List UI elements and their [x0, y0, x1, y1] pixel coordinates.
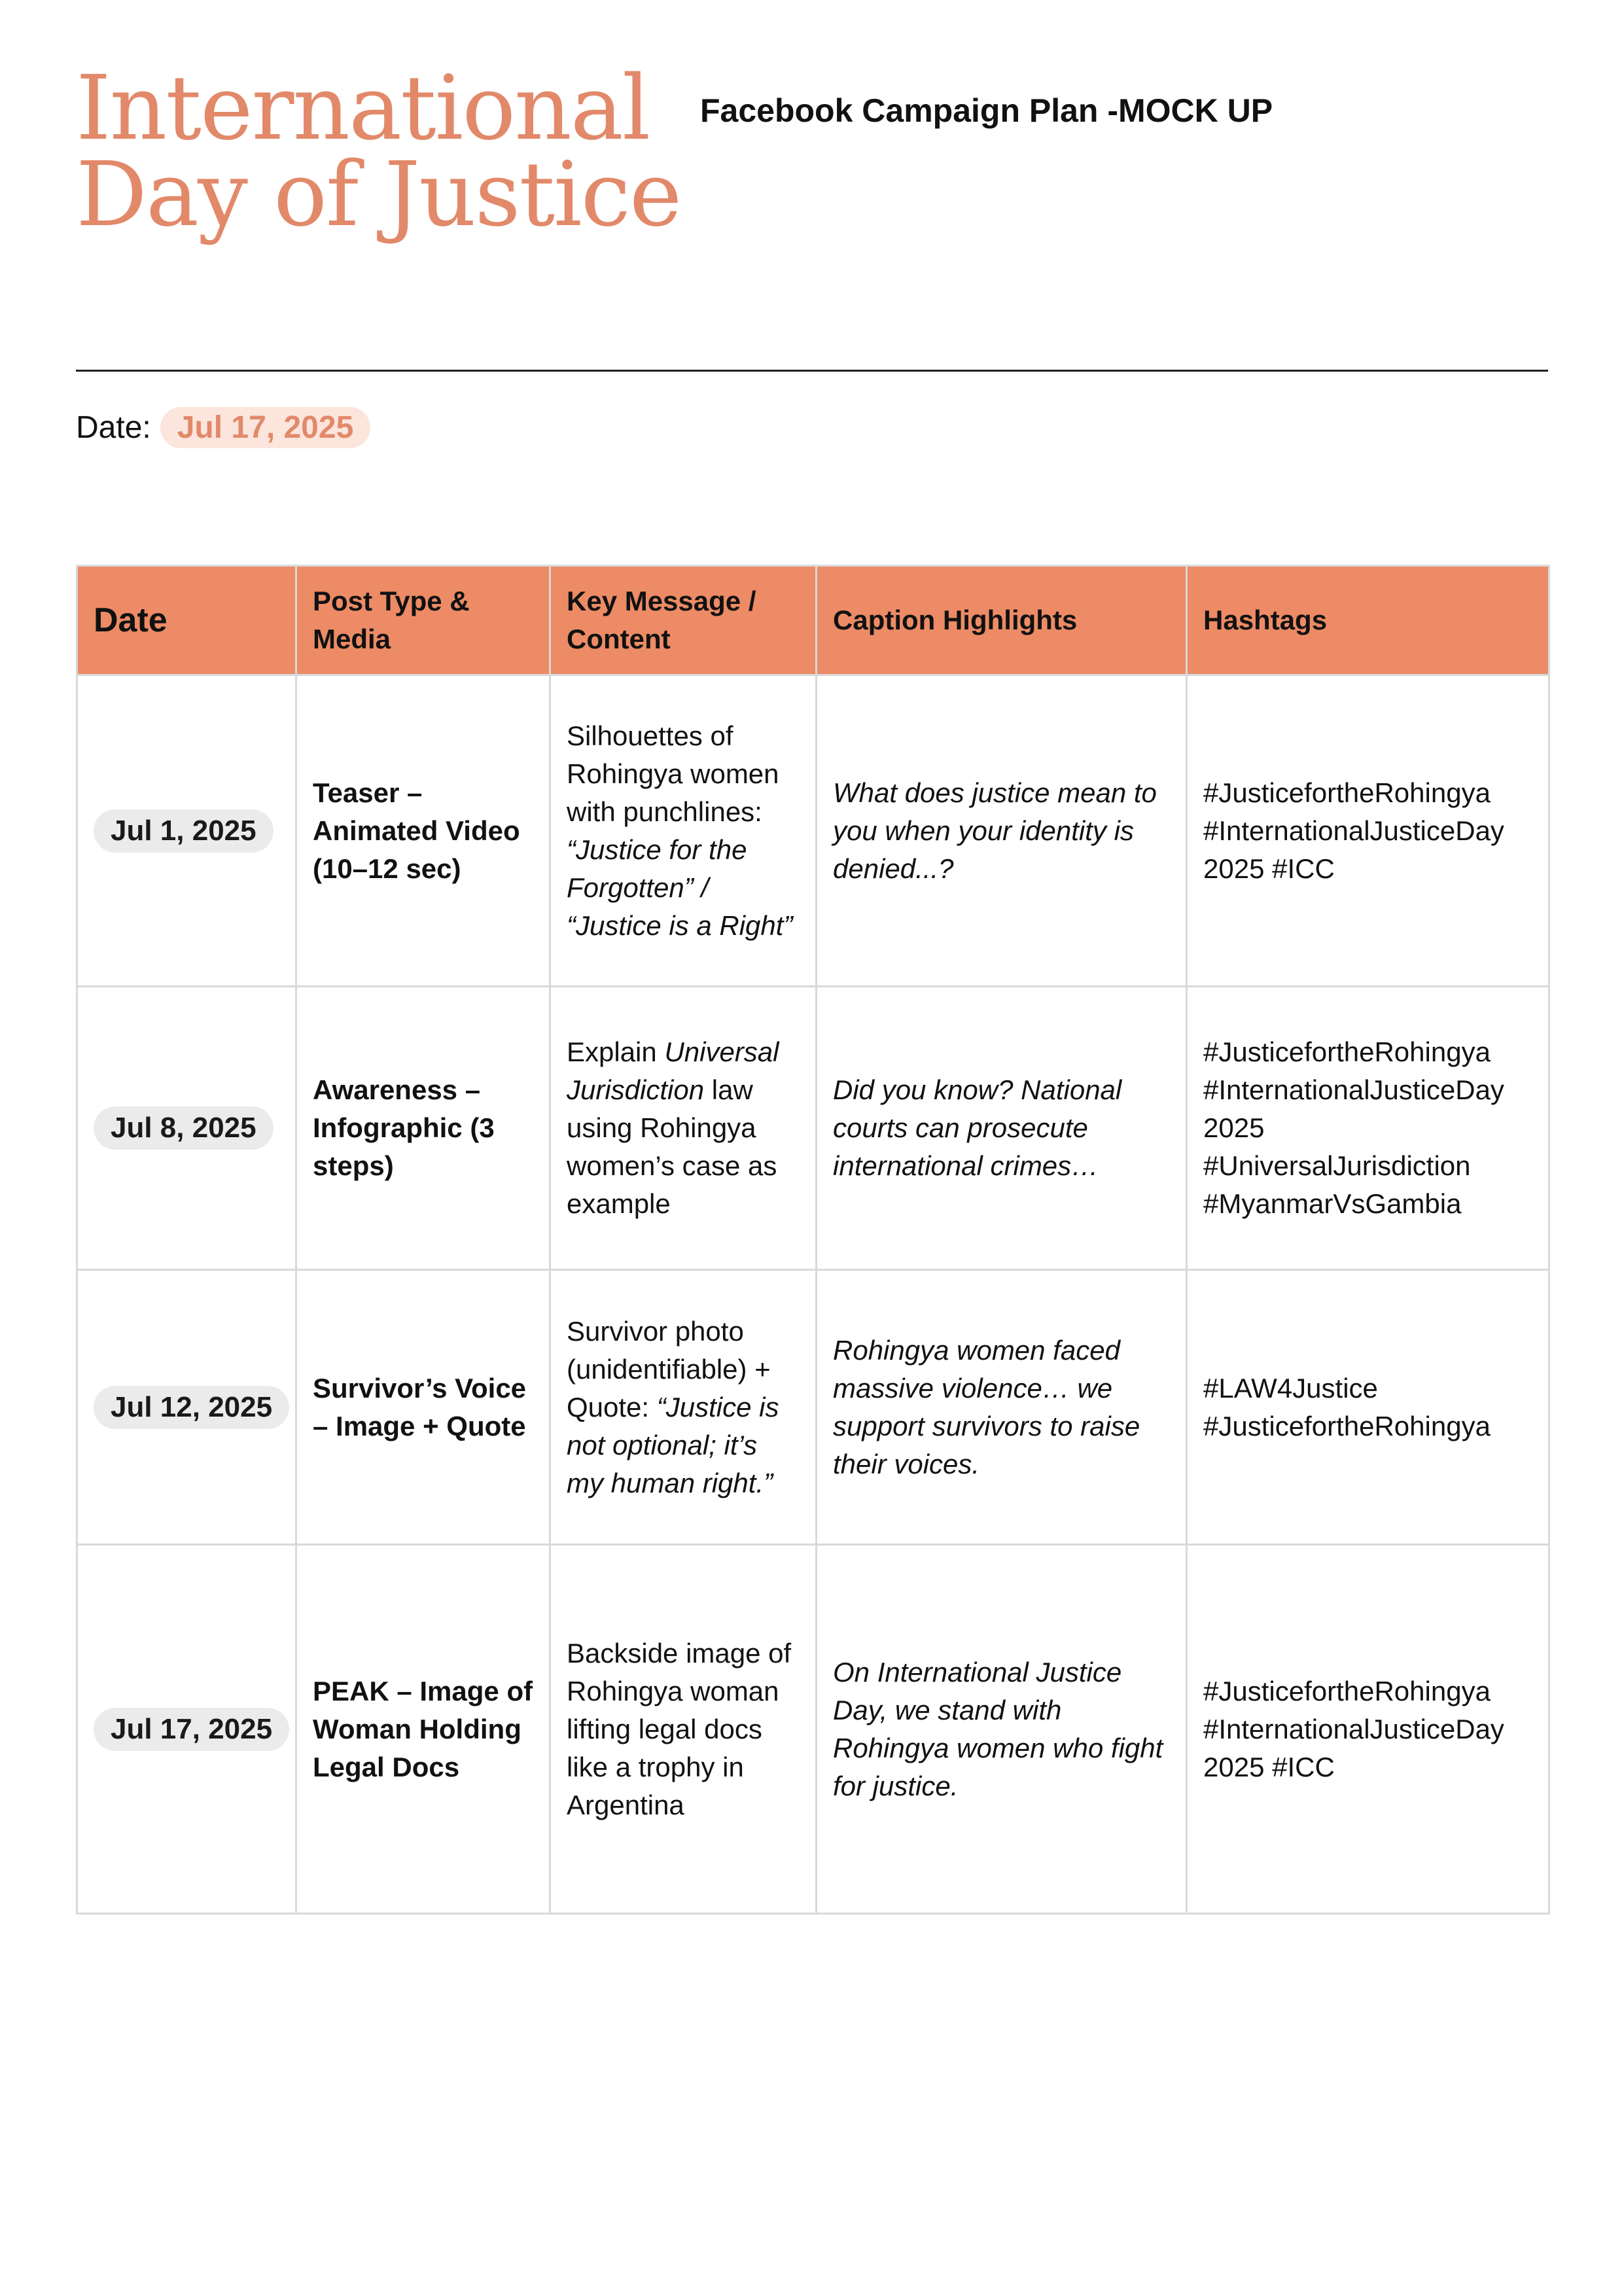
key-message-term: Universal Jurisdiction [567, 1036, 779, 1105]
caption-cell: What does justice mean to you when your identity is denied...? [817, 675, 1187, 987]
hashtags-cell [1187, 1545, 1549, 1914]
date-row [76, 404, 370, 450]
hashtag[interactable]: #JusticefortheRohingya [1203, 1036, 1491, 1067]
hashtag[interactable]: #InternationalJusticeDay 2025 [1203, 1074, 1504, 1143]
hashtag[interactable]: #LAW4Justice [1203, 1372, 1378, 1404]
date-chip[interactable]: Jul 12, 2025 [94, 1386, 289, 1429]
hashtag[interactable]: #UniversalJurisdiction [1203, 1150, 1471, 1181]
post-type-cell: Awareness – Infographic (3 steps) [296, 987, 550, 1270]
key-message-cell: Backside image of Rohingya woman lifting legal docs like a trophy in Argentina [550, 1545, 817, 1914]
hashtag[interactable]: #InternationalJusticeDay 2025 #ICC [1203, 815, 1504, 884]
post-type-cell: Teaser – Animated Video (10–12 sec) [296, 675, 550, 987]
caption-cell: Did you know? National courts can prosecute international crimes… [817, 987, 1187, 1270]
key-message-text: Silhouettes of Rohingya women with punchlines: [567, 720, 779, 827]
hashtags-cell [1187, 675, 1549, 987]
hashtag[interactable]: #JusticefortheRohingya [1203, 1675, 1491, 1706]
hashtag[interactable]: #JusticefortheRohingya [1203, 1410, 1491, 1441]
hashtags-cell [1187, 987, 1549, 1270]
key-message-text: Explain [567, 1036, 657, 1067]
key-message-text: Survivor photo (unidentifiable) + Quote: [567, 1315, 771, 1422]
header-post-type: Post Type & Media [296, 566, 550, 675]
date-cell [77, 1545, 296, 1914]
header-date: Date [77, 566, 296, 675]
date-cell [77, 1270, 296, 1545]
hashtags-cell [1187, 1270, 1549, 1545]
title-line-1: International [76, 57, 650, 160]
table-row [77, 987, 1549, 1270]
title-line-2: Day of Justice [76, 143, 681, 247]
table-row [77, 1270, 1549, 1545]
key-message-quote: “Justice is not optional; it’s my human right.” [567, 1391, 779, 1498]
hashtag[interactable]: #JusticefortheRohingya [1203, 777, 1491, 808]
key-message-cell [550, 987, 817, 1270]
post-type-cell: PEAK – Image of Woman Holding Legal Docs [296, 1545, 550, 1914]
header-caption: Caption Highlights [817, 566, 1187, 675]
hashtag[interactable]: #InternationalJusticeDay 2025 #ICC [1203, 1713, 1504, 1782]
date-cell [77, 675, 296, 987]
key-message-text: law using Rohingya women’s case as example [567, 1074, 777, 1219]
hashtag[interactable]: #MyanmarVsGambia [1203, 1188, 1462, 1219]
key-message-quote: “Justice for the Forgotten” / “Justice is a Right” [567, 834, 793, 941]
campaign-table [76, 565, 1550, 1915]
document-title [76, 57, 681, 247]
caption-cell: Rohingya women faced massive violence… we support survivors to raise their voices. [817, 1270, 1187, 1545]
key-message-cell [550, 675, 817, 987]
date-chip[interactable]: Jul 8, 2025 [94, 1106, 274, 1150]
date-cell [77, 987, 296, 1270]
caption-cell: On International Justice Day, we stand with Rohingya women who fight for justice. [817, 1545, 1187, 1914]
header-hashtags: Hashtags [1187, 566, 1549, 675]
table-header-row [77, 566, 1549, 675]
key-message-cell [550, 1270, 817, 1545]
date-label: Date: [76, 410, 151, 445]
post-type-cell: Survivor’s Voice – Image + Quote [296, 1270, 550, 1545]
date-chip[interactable]: Jul 1, 2025 [94, 809, 274, 853]
date-chip[interactable]: Jul 17, 2025 [94, 1708, 289, 1751]
table-row [77, 1545, 1549, 1914]
header-key-message: Key Message / Content [550, 566, 817, 675]
date-chip[interactable]: Jul 17, 2025 [160, 407, 371, 448]
document-subtitle: Facebook Campaign Plan -MOCK UP [700, 92, 1273, 129]
header-divider [76, 370, 1548, 372]
table-row [77, 675, 1549, 987]
